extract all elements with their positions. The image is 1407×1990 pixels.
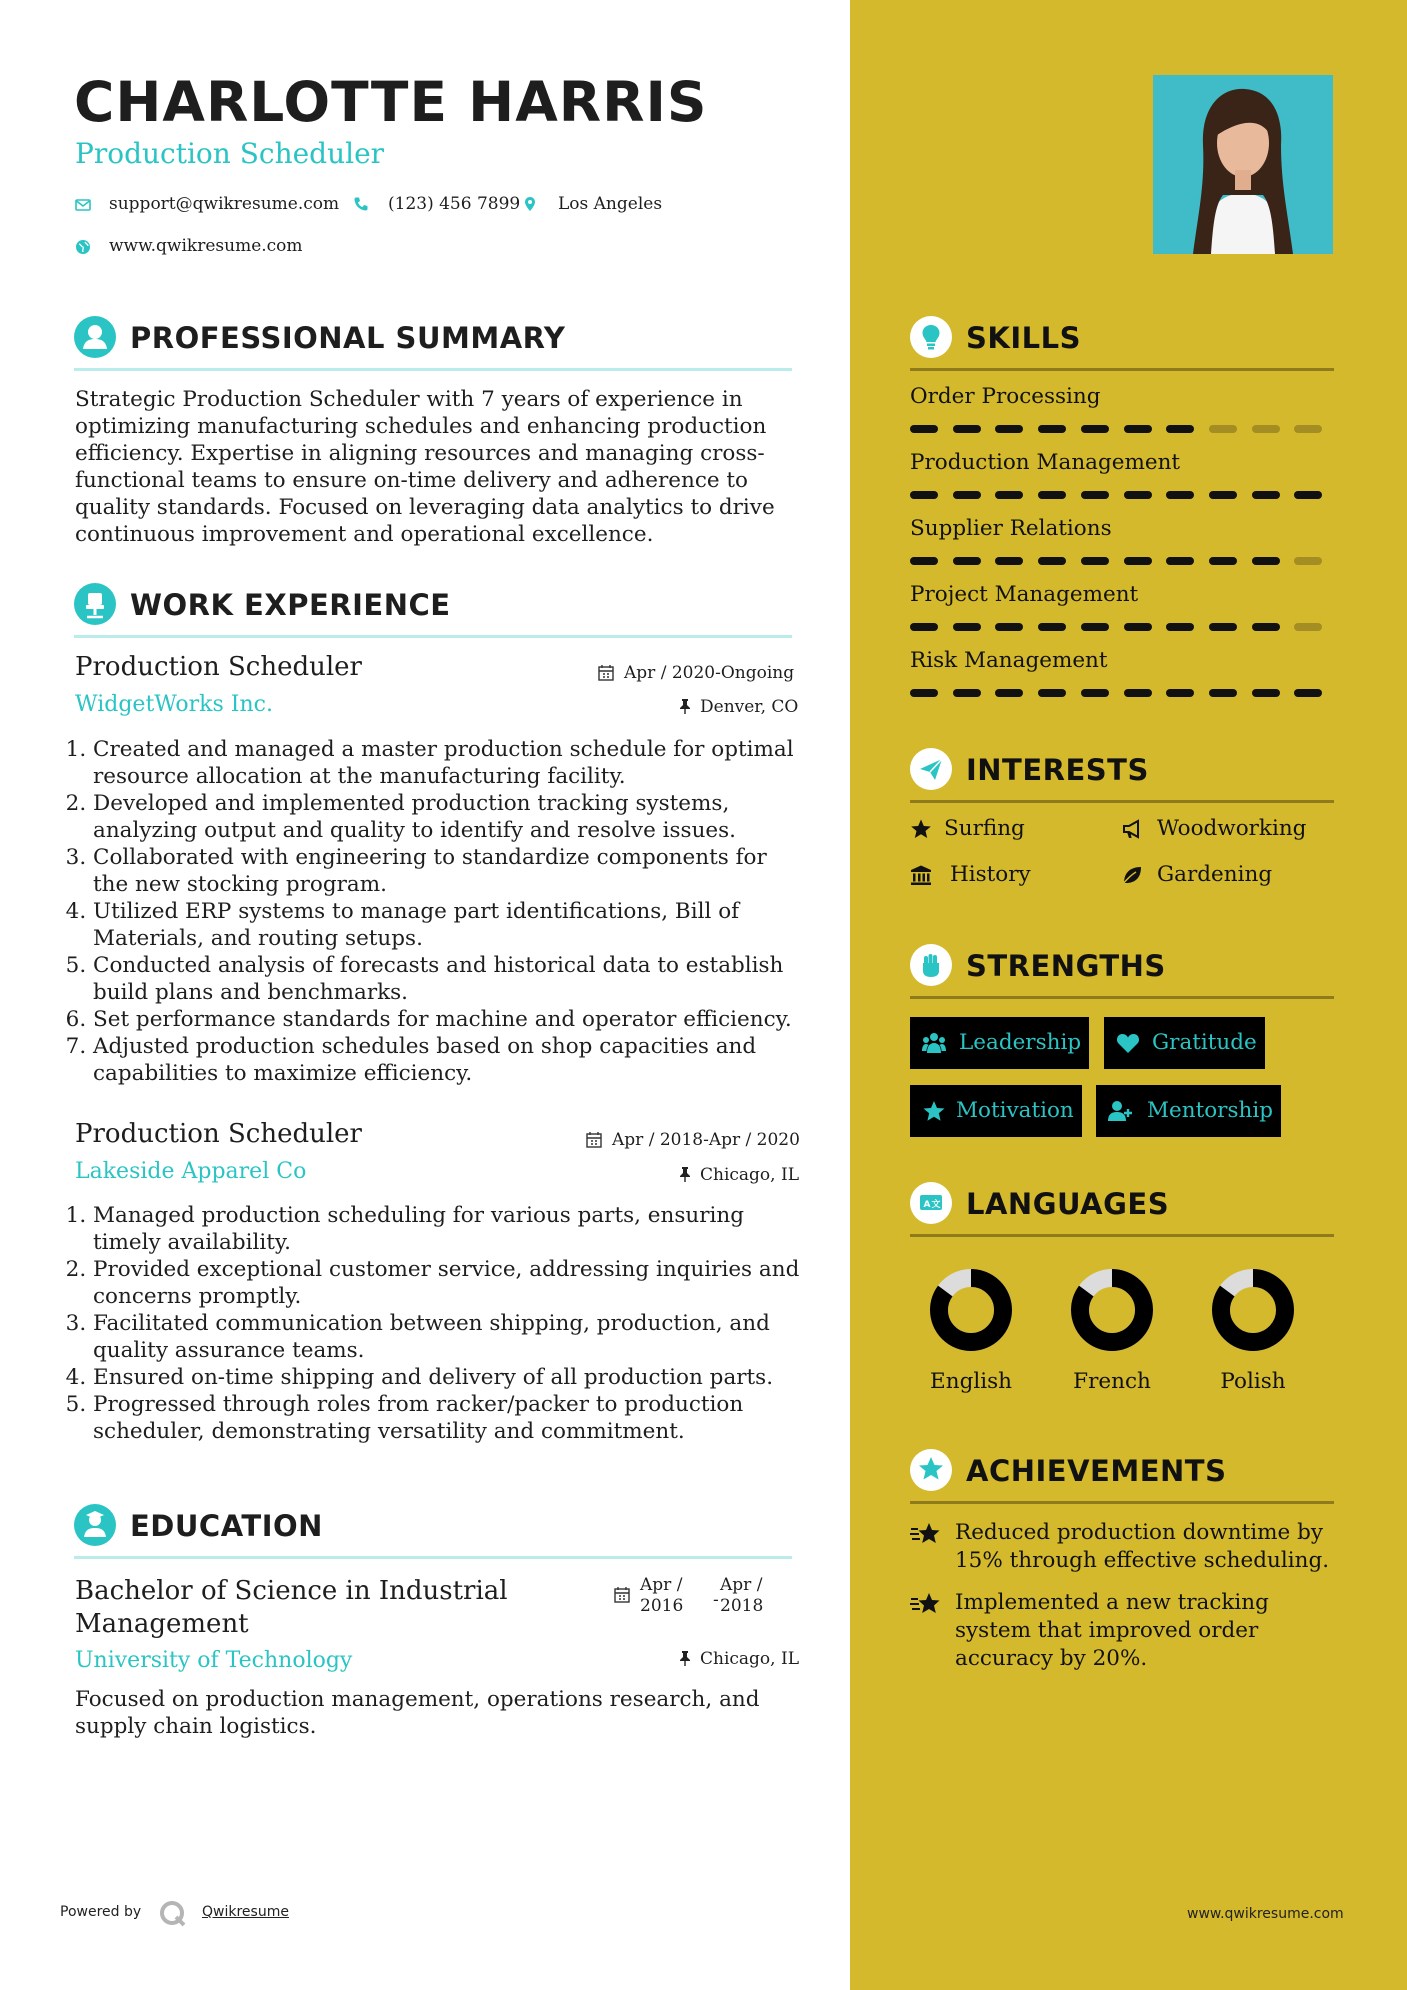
map-pin-icon — [522, 196, 538, 212]
skill-dash — [1166, 557, 1194, 565]
skill-dash — [1038, 689, 1066, 697]
list-item: 5. Progressed through roles from racker/packer to production scheduler, demonstrating versatility and commitment. — [93, 1391, 808, 1445]
language-gauge — [1069, 1267, 1155, 1353]
skill-dash — [1252, 557, 1280, 565]
achievements-header — [910, 1449, 1334, 1503]
edu-location: Chicago, IL — [700, 1649, 799, 1669]
skills-title: SKILLS — [966, 321, 1081, 355]
language-name: English — [930, 1369, 1012, 1394]
skill-name: Supplier Relations — [910, 516, 1112, 541]
skill-dash — [995, 623, 1023, 631]
skill-dash — [910, 689, 938, 697]
skill-dash — [1081, 623, 1109, 631]
school-name: University of Technology — [75, 1648, 353, 1673]
skill-dash — [953, 425, 981, 433]
strength-tag — [910, 1085, 1082, 1137]
svg-text:A: A — [923, 1200, 931, 1210]
star-icon — [910, 818, 932, 840]
skill-dash — [1294, 425, 1322, 433]
email-icon — [75, 197, 91, 213]
interest-item: History — [950, 862, 1031, 887]
skill-dash — [1252, 623, 1280, 631]
strengths-header — [910, 944, 1334, 998]
skill-dash — [910, 491, 938, 499]
skill-dash — [953, 623, 981, 631]
edu-description: Focused on production management, operations research, and supply chain logistics. — [75, 1687, 760, 1739]
skill-dash — [1038, 425, 1066, 433]
candidate-role: Production Scheduler — [75, 137, 385, 170]
megaphone-icon — [1121, 818, 1143, 840]
paper-plane-icon — [910, 748, 952, 790]
edu-start-month: Apr / — [640, 1575, 683, 1595]
museum-icon — [910, 864, 932, 886]
job-bullets — [75, 1202, 808, 1445]
strength-label: Motivation — [956, 1098, 1074, 1123]
skill-dash — [1038, 623, 1066, 631]
phone-text[interactable]: (123) 456 7899 — [388, 194, 521, 214]
skill-dash — [1124, 689, 1152, 697]
skill-dash — [995, 557, 1023, 565]
languages-title: LANGUAGES — [966, 1187, 1170, 1221]
skill-dash — [1294, 557, 1322, 565]
user-plus-icon — [1108, 1100, 1132, 1122]
skill-rating — [910, 425, 1334, 433]
strength-label: Gratitude — [1152, 1030, 1257, 1055]
languages-header — [910, 1182, 1334, 1236]
calendar-icon — [586, 1131, 602, 1148]
edu-end-year: 2018 — [720, 1596, 764, 1616]
degree-title: Bachelor of Science in Industrial Management — [75, 1576, 508, 1639]
experience-title: WORK EXPERIENCE — [130, 588, 451, 622]
list-item: 3. Facilitated communication between shipping, production, and quality assurance teams. — [93, 1310, 808, 1364]
achievement-item: Reduced production downtime by 15% through effective scheduling. — [955, 1520, 1330, 1573]
skill-dash — [995, 689, 1023, 697]
qwikresume-logo-icon — [158, 1899, 188, 1929]
job-title: Production Scheduler — [75, 652, 362, 682]
skill-dash — [1294, 491, 1322, 499]
translate-icon — [910, 1182, 952, 1224]
skills-header — [910, 316, 1334, 370]
strength-tag — [910, 1017, 1089, 1069]
brand-link[interactable]: Qwikresume — [202, 1904, 289, 1920]
skill-dash — [910, 557, 938, 565]
strength-tag — [1104, 1017, 1265, 1069]
svg-text:文: 文 — [931, 1200, 941, 1210]
skill-dash — [995, 491, 1023, 499]
skill-dash — [1124, 557, 1152, 565]
skill-dash — [910, 623, 938, 631]
award-star-icon — [910, 1449, 952, 1491]
achievement-item: Implemented a new tracking system that improved order accuracy by 20%. — [955, 1590, 1269, 1671]
list-item: 5. Conducted analysis of forecasts and historical data to establish build plans and benchmarks. — [93, 952, 808, 1006]
interest-item: Surfing — [944, 816, 1025, 841]
skill-dash — [953, 491, 981, 499]
calendar-icon — [614, 1586, 630, 1603]
skill-dash — [1252, 425, 1280, 433]
office-chair-icon — [74, 583, 116, 625]
job-company: WidgetWorks Inc. — [75, 692, 273, 717]
interest-item: Gardening — [1157, 862, 1273, 887]
edu-date-separator: - — [713, 1590, 719, 1610]
skill-dash — [1081, 491, 1109, 499]
skill-dash — [1294, 623, 1322, 631]
skill-name: Project Management — [910, 582, 1139, 607]
skill-dash — [1166, 491, 1194, 499]
skill-dash — [1209, 557, 1237, 565]
achievements-title: ACHIEVEMENTS — [966, 1454, 1227, 1488]
location-text: Los Angeles — [558, 194, 663, 214]
job-title: Production Scheduler — [75, 1119, 362, 1149]
section-divider — [910, 1501, 1334, 1504]
skill-dash — [1081, 557, 1109, 565]
strength-label: Mentorship — [1147, 1098, 1273, 1123]
skill-rating — [910, 491, 1334, 499]
skill-name: Production Management — [910, 450, 1181, 475]
job-location: Denver, CO — [700, 697, 799, 717]
interests-header — [910, 748, 1334, 802]
fist-icon — [910, 944, 952, 986]
skill-dash — [953, 689, 981, 697]
pin-icon — [678, 698, 692, 714]
interest-item: Woodworking — [1157, 816, 1307, 841]
skill-dash — [1038, 557, 1066, 565]
candidate-name: CHARLOTTE HARRIS — [74, 70, 708, 134]
skill-dash — [1166, 689, 1194, 697]
skill-rating — [910, 557, 1334, 565]
skill-dash — [1252, 689, 1280, 697]
users-icon — [922, 1032, 946, 1054]
language-gauge — [928, 1267, 1014, 1353]
edu-start-year: 2016 — [640, 1596, 684, 1616]
list-item: 7. Adjusted production schedules based on shop capacities and capabilities to maximize efficiency. — [93, 1033, 808, 1087]
language-gauge — [1210, 1267, 1296, 1353]
section-divider — [910, 800, 1334, 803]
job-dates: Apr / 2018-Apr / 2020 — [612, 1130, 800, 1150]
skill-dash — [1081, 425, 1109, 433]
skill-dash — [1209, 689, 1237, 697]
summary-header — [74, 316, 792, 370]
pin-icon — [678, 1166, 692, 1182]
skill-dash — [953, 557, 981, 565]
section-divider — [74, 635, 792, 638]
skill-dash — [910, 425, 938, 433]
skill-dash — [1124, 623, 1152, 631]
list-item: 1. Created and managed a master production schedule for optimal resource allocation at the manufacturing facility. — [93, 736, 808, 790]
experience-header — [74, 583, 792, 637]
skill-dash — [1124, 491, 1152, 499]
section-divider — [74, 1556, 792, 1559]
powered-by-text: Powered by — [60, 1904, 142, 1920]
education-title: EDUCATION — [130, 1509, 323, 1543]
skill-name: Risk Management — [910, 648, 1108, 673]
skill-dash — [1166, 425, 1194, 433]
strength-tag — [1096, 1085, 1281, 1137]
star-icon — [922, 1100, 946, 1122]
leaf-icon — [1121, 864, 1143, 886]
strength-label: Leadership — [959, 1030, 1082, 1055]
skill-dash — [1038, 491, 1066, 499]
skill-dash — [1081, 689, 1109, 697]
language-name: French — [1073, 1369, 1151, 1394]
job-dates: Apr / 2020-Ongoing — [624, 663, 795, 683]
skill-rating — [910, 623, 1334, 631]
shooting-star-icon — [910, 1591, 942, 1617]
calendar-icon — [598, 664, 614, 681]
list-item: 4. Utilized ERP systems to manage part identifications, Bill of Materials, and routing setups. — [93, 898, 808, 952]
section-divider — [910, 368, 1334, 371]
shooting-star-icon — [910, 1521, 942, 1547]
skill-rating — [910, 689, 1334, 697]
edu-end-month: Apr / — [720, 1575, 763, 1595]
website-text[interactable]: www.qwikresume.com — [109, 236, 303, 256]
skill-dash — [1294, 689, 1322, 697]
job-company: Lakeside Apparel Co — [75, 1159, 307, 1184]
list-item: 1. Managed production scheduling for various parts, ensuring timely availability. — [93, 1202, 808, 1256]
education-header — [74, 1504, 792, 1558]
skill-dash — [1209, 425, 1237, 433]
interests-title: INTERESTS — [966, 753, 1149, 787]
skill-dash — [1209, 623, 1237, 631]
section-divider — [910, 1234, 1334, 1237]
list-item: 2. Developed and implemented production tracking systems, analyzing output and quality to identify and resolve issues. — [93, 790, 808, 844]
phone-icon — [353, 196, 369, 212]
footer-website[interactable]: www.qwikresume.com — [1187, 1906, 1344, 1922]
section-divider — [74, 368, 792, 371]
globe-icon — [75, 239, 91, 255]
language-name: Polish — [1220, 1369, 1286, 1394]
list-item: 4. Ensured on-time shipping and delivery of all production parts. — [93, 1364, 808, 1391]
list-item: 2. Provided exceptional customer service, addressing inquiries and concerns promptly. — [93, 1256, 808, 1310]
lightbulb-icon — [910, 316, 952, 358]
summary-title: PROFESSIONAL SUMMARY — [130, 321, 566, 355]
profile-photo — [1153, 75, 1333, 254]
list-item: 3. Collaborated with engineering to standardize components for the new stocking program. — [93, 844, 808, 898]
skill-dash — [1252, 491, 1280, 499]
pin-icon — [678, 1650, 692, 1666]
section-divider — [910, 996, 1334, 999]
list-item: 6. Set performance standards for machine and operator efficiency. — [93, 1006, 808, 1033]
skill-name: Order Processing — [910, 384, 1101, 409]
summary-text: Strategic Production Scheduler with 7 years of experience in optimizing manufacturing schedules and enhancing production efficiency. Expertise in aligning resources and managing cross-functional teams to ensure on-time delivery and adherence to quality standards. Focused on leveraging data analytics to drive continuous improvement and operational excellence. — [75, 387, 775, 547]
email-text[interactable]: support@qwikresume.com — [109, 194, 340, 214]
job-location: Chicago, IL — [700, 1165, 799, 1185]
job-bullets — [75, 736, 808, 1087]
skill-dash — [1124, 425, 1152, 433]
skill-dash — [1166, 623, 1194, 631]
user-icon — [74, 316, 116, 358]
skill-dash — [995, 425, 1023, 433]
strengths-title: STRENGTHS — [966, 949, 1166, 983]
skill-dash — [1209, 491, 1237, 499]
heart-icon — [1116, 1032, 1140, 1054]
graduate-icon — [74, 1504, 116, 1546]
